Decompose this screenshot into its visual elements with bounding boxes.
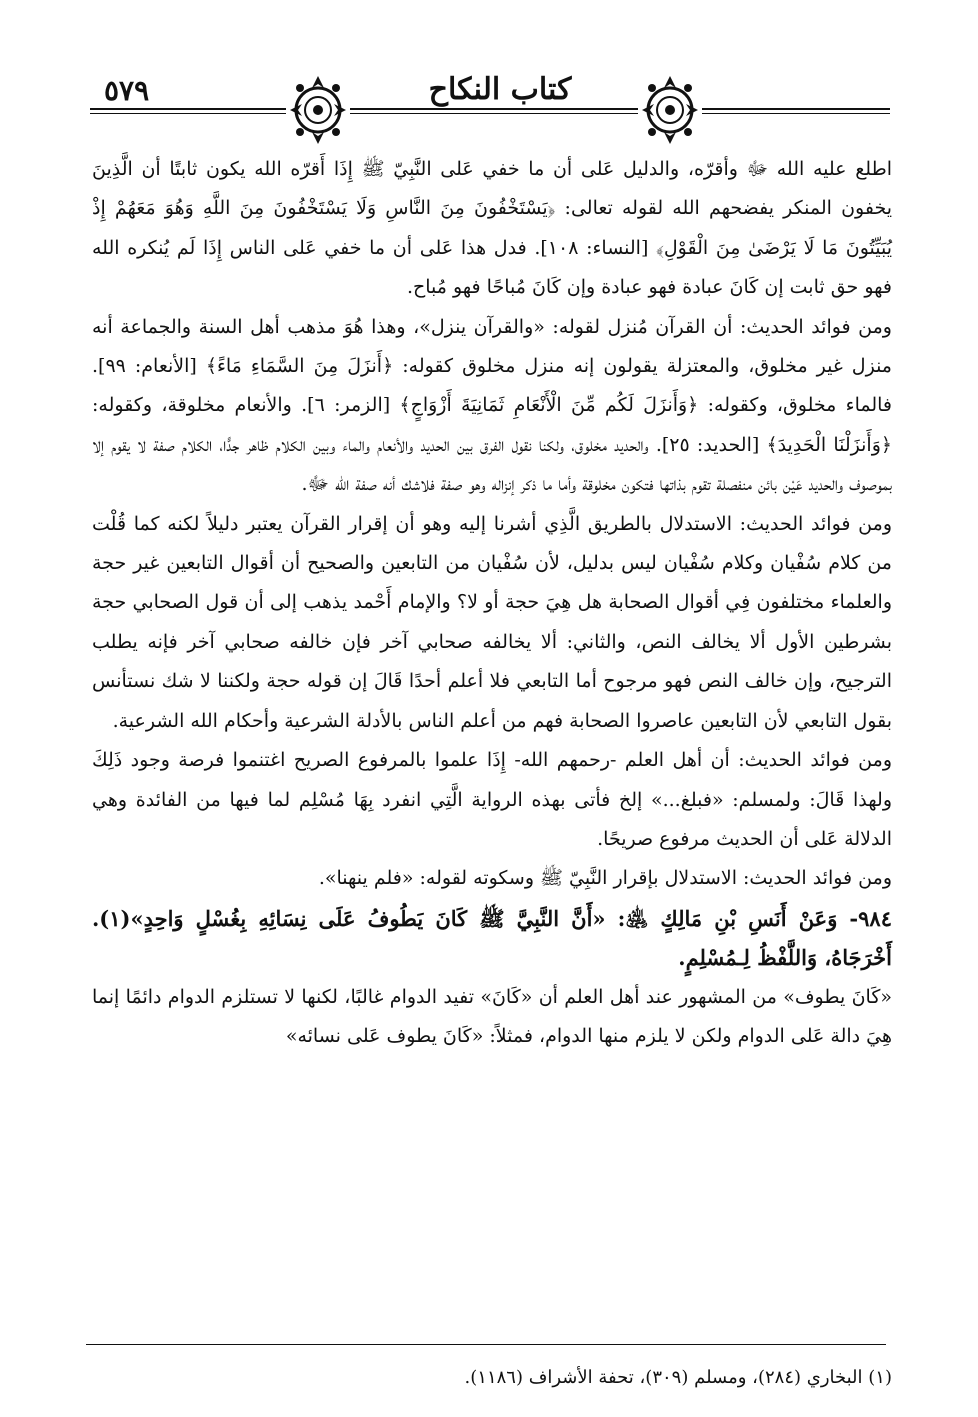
paragraph: اطلع عليه الله ﷻ وأقرّه، والدليل عَلى أن ما خفي عَلى النَّبِيّ ﷺ إِذَا أَقرّه الله يكون ثابتًا أن الَّذِينَ يخفون المنكر يفضحهم الله لقوله تعالى: ﴿يَسْتَخْفُونَ مِنَ النَّاسِ وَلَا يَسْتَخْفُونَ مِنَ اللَّهِ وَهُوَ مَعَهُمْ إِذْ يُبَيِّتُونَ مَا لَا يَرْضَىٰ مِنَ الْقَوْلِ﴾ [النساء: ١٠٨]. فدل هذا عَلى أن ما خفي عَلى الناس إِذَا لَم يُنكره الله فهو حق ثابت إن كَانَ عبادة فهو عبادة وإن كَانَ مُباحًا فهو مُباح. (92, 158, 892, 299)
footnote-separator (86, 1344, 886, 1345)
main-text (92, 150, 892, 1056)
paragraph: ومن فوائد الحديث: أن أهل العلم -رحمهم الله- إِذَا علموا بالمرفوع الصريح اغتنموا فرصة وجود ذَلِكَ ولهذا قَالَ: ولمسلم: «فبلغ...» إلخ فأتى بهذه الرواية الَّتِي انفرد بِهَا مُسْلِم لما فيها من الفائدة وهي الدلالة عَلى أن الحديث مرفوع صريحًا. (92, 749, 892, 850)
header-rule-thin (90, 113, 890, 114)
running-header (90, 70, 890, 150)
header-rule (90, 108, 890, 110)
book-title: كتاب النكاح (390, 72, 610, 107)
footnote: (١) البخاري (٢٨٤)، ومسلم (٣٠٩)، تحفة الأشراف (١١٨٦). (464, 1367, 892, 1388)
paragraph: ومن فوائد الحديث: الاستدلال بإقرار النَّبِيّ ﷺ وسكوته لقوله: «فلم ينهنا». (318, 867, 892, 890)
page-number: ٥٧٩ (98, 74, 155, 107)
hadith-text: ٩٨٤- وَعَنْ أَنَسِ بْنِ مَالِكٍ ﵁: «أَنَّ النَّبِيَّ ﷺ كَانَ يَطُوفُ عَلَى نِسَائِهِ بِغُسْلٍ وَاحِدٍ»(١). أَخْرَجَاهُ، وَاللَّفْظُ لِـمُسْلِمٍ. (92, 905, 892, 971)
ornament-right-icon (638, 70, 702, 150)
ornament-left-icon (286, 70, 350, 150)
paragraph: «كَانَ يطوف» من المشهور عند أهل العلم أن «كَانَ» تفيد الدوام غالبًا، لكنها لا تستلزم الدوام دائمًا إنما هِيَ دالة عَلى الدوام ولكن لا يلزم منها الدوام، فمثلاً: «كَانَ يطوف عَلى نسائه» (92, 985, 892, 1047)
paragraph: ومن فوائد الحديث: أن القرآن مُنزل لقوله: «والقرآن ينزل»، وهذا هُوَ مذهب أهل السنة والجماعة أنه منزل غير مخلوق، والمعتزلة يقولون إنه منزل مخلوق كقوله: ﴿أَنزَلَ مِنَ السَّمَاءِ مَاءً﴾ [الأنعام: ٩٩]. فالماء مخلوق، وكقوله: ﴿وَأَنزَلَ لَكُم مِّنَ الْأَنْعَامِ ثَمَانِيَةَ أَزْوَاجٍ﴾ [الزمر: ٦]. والأنعام مخلوقة، وكقوله: ﴿وَأَنزَلْنَا الْحَدِيدَ﴾ [الحديد: ٢٥]. والحديد مخلوق، ولكنا نقول الفرق بين الحديد والأنعام والماء وبين الكلام ظاهر جدًّا، الكلام صفة لا يقوم إلا بموصوف والحديد عَيْن بائن منفصلة تقوم بذاتها فتكون مخلوقة وأما ما ذكر إنزاله وهو صفة فلاشك أنه صفة الله ﷻ. (92, 315, 893, 496)
paragraph: ومن فوائد الحديث: الاستدلال بالطريق الَّذِي أشرنا إليه وهو أن إقرار القرآن يعتبر دليلاً لكنه كما قُلْت من كلام سُفْيان وكلام سُفْيان ليس بدليل، لأن سُفْيان من التابعين والصحيح أن أقوال التابعين غير حجة والعلماء مختلفون فِي أقوال الصحابة هل هِيَ حجة أو لا؟ والإمام أَحْمد يذهب إلى أن قول الصحابي حجة بشرطين الأول ألا يخالف النص، والثاني: ألا يخالفه صحابي آخر فإن خالفه صحابي آخر فإنه يطلب الترجيح، وإن خالف النص فهو مرجوح أما التابعي فلا أعلم أحدًا قَالَ إن قوله حجة ولكننا لا شك نستأنس بقول التابعي لأن التابعين عاصروا الصحابة فهم من أعلم الناس بالأدلة الشرعية وأحكام الله الشرعية. (92, 512, 892, 732)
